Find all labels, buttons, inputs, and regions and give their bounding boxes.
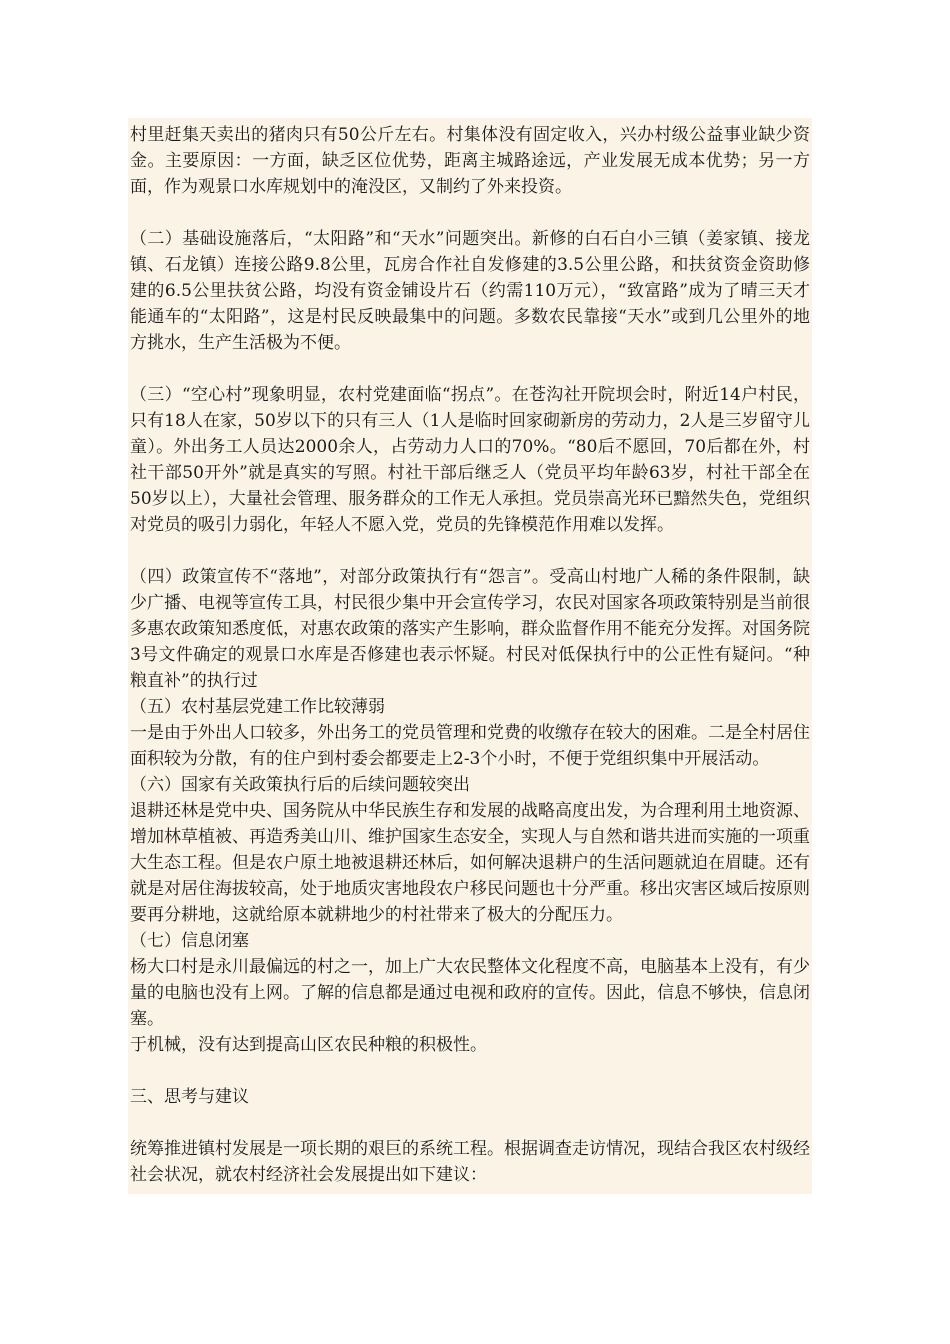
paragraph-information-isolation: 杨大口村是永川最偏远的村之一，加上广大农民整体文化程度不高，电脑基本上没有，有少量的电脑也没有上网。了解的信息都是通过电视和政府的宣传。因此，信息不够快，信息闭塞。 bbox=[130, 957, 810, 1029]
paragraph-gap bbox=[130, 1110, 810, 1136]
paragraph-policy-publicity: （四）政策宣传不“落地”，对部分政策执行有“怨言”。受高山村地广人稀的条件限制，缺少广播、电视等宣传工具，村民很少集中开会宣传学习，农民对国家各项政策特别是当前很多惠农政策知悉度低，对惠农政策的落实产生影响，群众监督作用不能充分发挥。对国务院3号文件确定的观景口水库是否修建也表示怀疑。村民对低保执行中的公正性有疑问。“种粮直补”的执行过 bbox=[130, 567, 810, 691]
paragraph-fragment: 于机械，没有达到提高山区农民种粮的积极性。 bbox=[130, 1035, 487, 1055]
paragraph-hollow-village: （三）“空心村”现象明显，农村党建面临“拐点”。在苍沟社开院坝会时，附近14户村民，只有18人在家，50岁以下的只有三人（1人是临时回家砌新房的劳动力，2人是三岁留守儿童）。外出务工人员达2000余人，占劳动力人口的70%。“80后不愿回，70后都在外，村社干部50开外”就是真实的写照。村社干部后继乏人（党员平均年龄63岁，村社干部全在50岁以上），大量社会管理、服务群众的工作无人承担。党员崇高光环已黯然失色，党组织对党员的吸引力弱化，年轻人不愿入党，党员的先锋模范作用难以发挥。 bbox=[130, 385, 810, 535]
paragraph-gap bbox=[130, 1058, 810, 1084]
paragraph-infrastructure: （二）基础设施落后，“太阳路”和“天水”问题突出。新修的白石白小三镇（姜家镇、接龙镇、石龙镇）连接公路9.8公里，瓦房合作社自发修建的3.5公里公路，和扶贫资金资助修建的6.5公里扶贫公路，均没有资金铺设片石（约需110万元），“致富路”成为了晴三天才能通车的“太阳路”，这是村民反映最集中的问题。多数农民靠接“天水”或到几公里外的地方挑水，生产生活极为不便。 bbox=[130, 229, 810, 353]
paragraph-gap bbox=[130, 200, 810, 226]
paragraph-village-income: 村里赶集天卖出的猪肉只有50公斤左右。村集体没有固定收入，兴办村级公益事业缺少资金。主要原因：一方面，缺乏区位优势，距离主城路途远，产业发展无成本优势；另一方面，作为观景口水库规划中的淹没区，又制约了外来投资。 bbox=[130, 125, 810, 197]
heading-policy-followup: （六）国家有关政策执行后的后续问题较突出 bbox=[130, 775, 470, 795]
paragraph-gap bbox=[130, 538, 810, 564]
heading-suggestions: 三、思考与建议 bbox=[130, 1087, 249, 1107]
paragraph-suggestions-intro: 统筹推进镇村发展是一项长期的艰巨的系统工程。根据调查走访情况，现结合我区农村级经社会状况，就农村经济社会发展提出如下建议： bbox=[130, 1139, 810, 1185]
paragraph-party-building: 一是由于外出人口较多，外出务工的党员管理和党费的收缴存在较大的困难。二是全村居住面积较为分散，有的住户到村委会都要走上2-3个小时，不便于党组织集中开展活动。 bbox=[130, 723, 810, 769]
paragraph-gap bbox=[130, 356, 810, 382]
paragraph-returning-farmland: 退耕还林是党中央、国务院从中华民族生存和发展的战略高度出发，为合理利用土地资源、增加林草植被、再造秀美山川、维护国家生态安全，实现人与自然和谐共进而实施的一项重大生态工程。但是农户原土地被退耕还林后，如何解决退耕户的生活问题就迫在眉睫。还有就是对居住海拔较高，处于地质灾害地段农户移民问题也十分严重。移出灾害区域后按原则要再分耕地，这就给原本就耕地少的村社带来了极大的分配压力。 bbox=[130, 801, 810, 925]
document-page bbox=[128, 118, 812, 1194]
heading-party-building: （五）农村基层党建工作比较薄弱 bbox=[130, 697, 385, 717]
heading-information-isolation: （七）信息闭塞 bbox=[130, 931, 249, 951]
